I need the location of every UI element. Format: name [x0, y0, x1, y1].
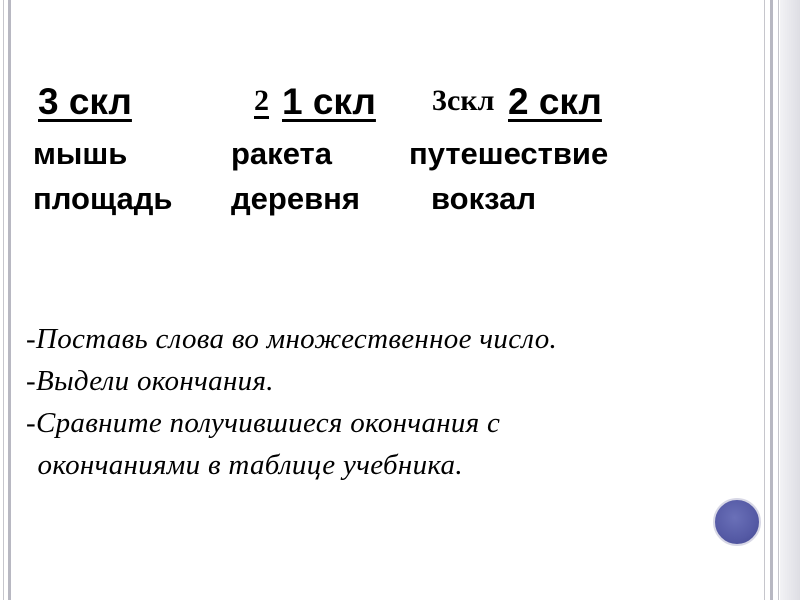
side-shade-panel: [780, 0, 800, 600]
word-vokzal: вокзал: [431, 181, 537, 216]
word-derevnya: деревня: [231, 181, 360, 216]
header-declension-3: 2 скл: [508, 81, 602, 122]
word-raketa: ракета: [231, 136, 332, 171]
word-mysh: мышь: [33, 136, 128, 171]
header-declension-3-prefix-wrap: [432, 86, 502, 122]
word-puteshestvie: путешествие: [409, 136, 609, 171]
header-declension-3-prefix: 3скл: [432, 86, 495, 117]
header-declension-1: 3 скл: [38, 81, 132, 122]
header-declension-2: 1 скл: [282, 81, 376, 122]
word-ploshchad: площадь: [33, 181, 173, 216]
nav-circle-button[interactable]: [713, 498, 761, 546]
frame-line-left: [3, 0, 4, 600]
instruction-1: -Поставь слова во множественное число.: [26, 323, 558, 355]
frame-line-right-outer: [778, 0, 779, 600]
instruction-3: -Сравните получившиеся окончания с: [26, 407, 501, 439]
instruction-4: окончаниями в таблице учебника.: [30, 449, 463, 481]
header-declension-2-prefix: 2: [254, 84, 269, 117]
frame-line-right-inner: [764, 0, 765, 600]
instruction-2: -Выдели окончания.: [26, 365, 274, 397]
frame-bar-right: [770, 0, 773, 600]
frame-bar-left: [8, 0, 11, 600]
